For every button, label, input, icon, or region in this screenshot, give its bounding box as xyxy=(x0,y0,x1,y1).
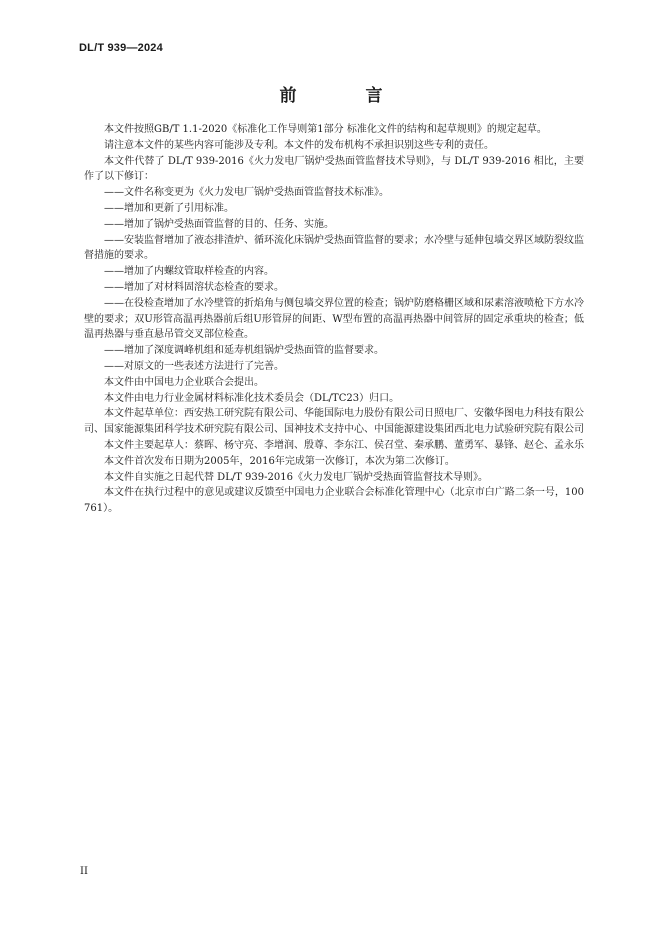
page-number: II xyxy=(80,866,88,877)
document-code: DL/T 939—2024 xyxy=(79,42,163,54)
paragraph: 本文件按照GB/T 1.1-2020《标准化工作导则第1部分 标准化文件的结构和起草规则》的规定起草。 xyxy=(104,124,547,135)
paragraph: 本文件首次发布日期为2005年，2016年完成第一次修订，本次为第二次修订。 xyxy=(104,455,455,467)
revision-item: ——文件名称变更为《火力发电厂锅炉受热面管监督技术标准》。 xyxy=(104,187,389,199)
revision-item: ——增加和更新了引用标准。 xyxy=(104,202,234,214)
revision-item: ——增加了内螺纹管取样检查的内容。 xyxy=(104,266,274,278)
paragraph: 本文件在执行过程中的意见或建议反馈至中国电力企业联合会标准化管理中心（北京市白广路二条一号，100761）。 xyxy=(84,487,584,515)
revision-item: ——增加了深度调峰机组和延寿机组锅炉受热面管的监督要求。 xyxy=(104,345,384,357)
page-title: 前 言 xyxy=(279,86,409,106)
revision-item: ——增加了锅炉受热面管监督的目的、任务、实施。 xyxy=(104,218,334,230)
paragraph: 本文件起草单位：西安热工研究院有限公司、华能国际电力股份有限公司日照电厂、安徽华图电力科技有限公司、国家能源集团科学技术研究院有限公司、国神技术支持中心、中国能源建设集团西北电力试验研究院有限公司 xyxy=(84,408,584,436)
paragraph: 本文件由电力行业金属材料标准化技术委员会（DL/TC23）归口。 xyxy=(104,392,400,404)
paragraph: 本文件由中国电力企业联合会提出。 xyxy=(104,376,264,388)
paragraph: 本文件自实施之日起代替 DL/T 939-2016《火力发电厂锅炉受热面管监督技术导则》。 xyxy=(104,471,488,483)
paragraph: 请注意本文件的某些内容可能涉及专利。本文件的发布机构不承担识别这些专利的责任。 xyxy=(104,139,494,151)
paragraph: 本文件主要起草人：蔡晖、杨守亮、李增润、殷尊、李东江、侯召堂、秦承鹏、董勇军、暴锋、赵仑、孟永乐 xyxy=(104,439,584,451)
revision-item: ——在役检查增加了水冷壁管的折焰角与侧包墙交界位置的检查；锅炉防磨格栅区域和尿素溶液喷枪下方水冷壁的要求；双U形管高温再热器前后组U形管屏的间距、W型布置的高温再热器中间管屏的固定承重块的检查；低温再热器与垂直悬吊管交叉部位检查。 xyxy=(84,297,584,341)
revision-item: ——安装监督增加了液态排渣炉、循环流化床锅炉受热面管监督的要求；水冷壁与延伸包墙交界区域防裂纹监督措施的要求。 xyxy=(84,234,584,262)
foreword-body xyxy=(84,122,584,517)
revision-item: ——增加了对材料固溶状态检查的要求。 xyxy=(104,281,284,293)
revision-item: ——对原文的一些表述方法进行了完善。 xyxy=(104,360,284,372)
paragraph: 本文件代替了 DL/T 939-2016《火力发电厂锅炉受热面管监督技术导则》，与 DL/T 939-2016 相比，主要作了以下修订： xyxy=(84,155,584,183)
